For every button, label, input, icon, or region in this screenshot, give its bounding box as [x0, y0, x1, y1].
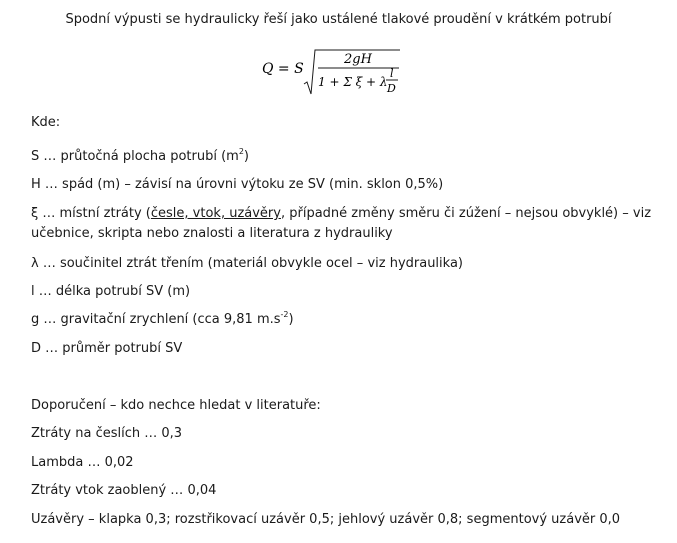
definition-s-sup: 2: [238, 146, 244, 156]
recommendation-item: Ztráty na česlích … 0,3: [31, 426, 183, 441]
definition-h: H … spád (m) – závisí na úrovni výtoku ze SV (min. sklon 0,5%): [31, 177, 444, 192]
formula-denominator: 1 + Σ ξ + λ: [318, 75, 388, 89]
formula-graphic: [262, 44, 422, 104]
recommendation-item: Ztráty vtok zaoblený … 0,04: [31, 483, 217, 498]
formula-numerator: 2gH: [344, 52, 372, 67]
definition-xi: [31, 206, 651, 222]
inner-fraction-denominator: D: [387, 82, 396, 95]
definition-s: [31, 146, 249, 165]
definition-g: [31, 309, 294, 328]
definition-lambda: λ … součinitel ztrát třením (materiál obvykle ocel – viz hydraulika): [31, 256, 463, 271]
definition-xi-underlined: česle, vtok, uzávěry: [150, 206, 281, 221]
inner-fraction-numerator: l: [390, 67, 394, 80]
intro-text: Spodní výpusti se hydraulicky řeší jako ustálené tlakové proudění v krátkém potrubí: [65, 12, 612, 27]
definition-xi-line2: učebnice, skripta nebo znalosti a literatura z hydrauliky: [31, 226, 393, 241]
where-label: Kde:: [31, 115, 61, 130]
recommendation-item: Lambda … 0,02: [31, 455, 134, 470]
definition-g-tail: ): [288, 312, 294, 327]
definition-d: D … průměr potrubí SV: [31, 341, 183, 356]
formula-lhs: Q = S: [262, 61, 304, 77]
definition-g-text: g … gravitační zrychlení (cca 9,81 m.s: [31, 312, 281, 327]
recommendations-heading: Doporučení – kdo nechce hledat v literatuře:: [31, 398, 321, 413]
definition-xi-post: , případné změny směru či zúžení – nejsou obvyklé) – viz: [280, 206, 652, 221]
definition-l: l … délka potrubí SV (m): [31, 284, 191, 299]
definition-g-sup: -2: [280, 309, 289, 319]
recommendation-item: Uzávěry – klapka 0,3; rozstřikovací uzávěr 0,5; jehlový uzávěr 0,8; segmentový uzávěr 0,0: [31, 512, 621, 527]
definition-s-text: S … průtočná plocha potrubí (m: [31, 149, 239, 164]
definition-s-tail: ): [243, 149, 249, 164]
discharge-formula: [262, 44, 422, 104]
definition-xi-pre: ξ … místní ztráty (: [31, 206, 151, 221]
